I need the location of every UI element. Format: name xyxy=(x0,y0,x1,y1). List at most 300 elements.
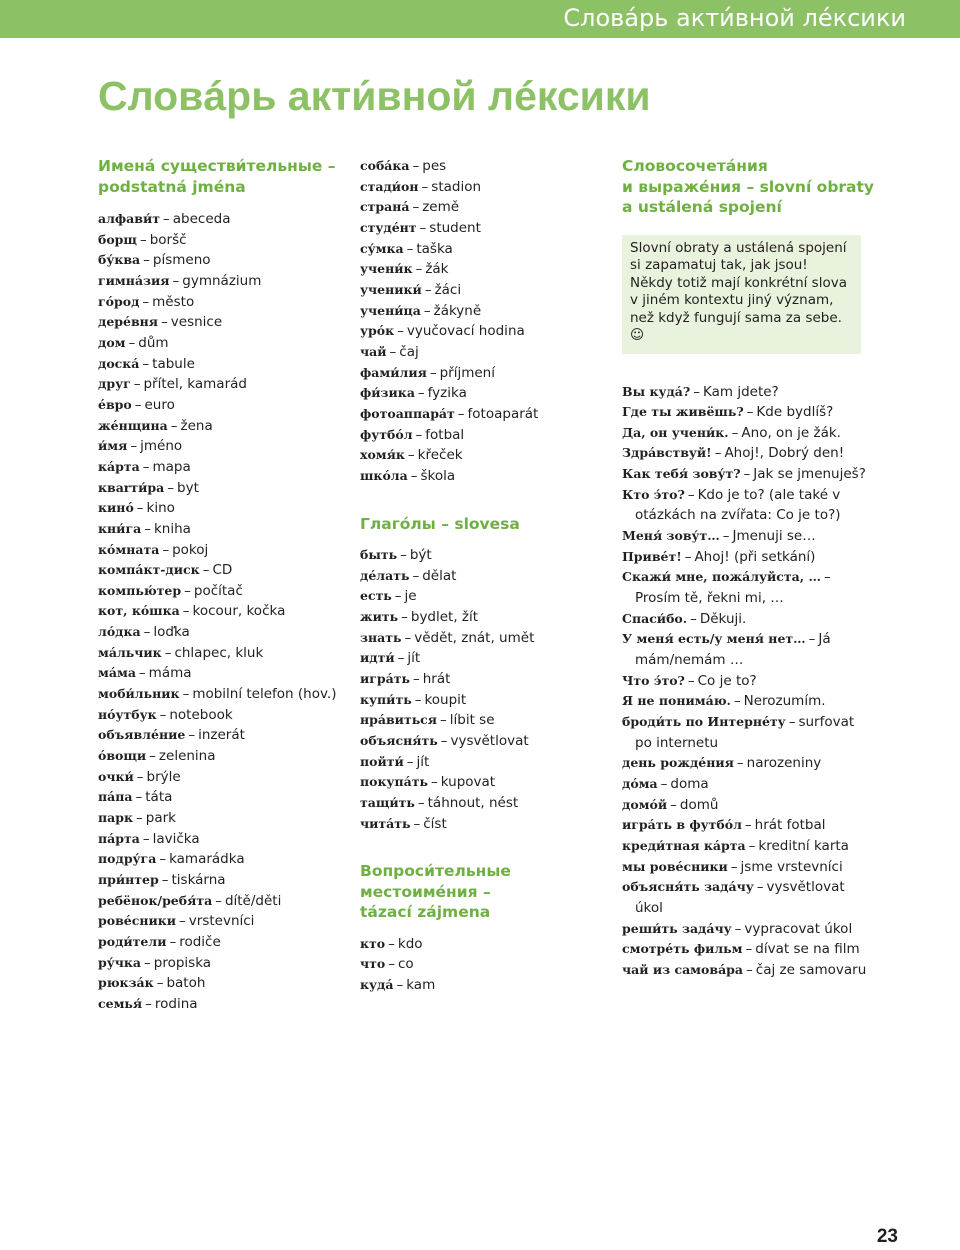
vocab-dash: – xyxy=(431,774,438,791)
vocab-czech: Jmenuji se… xyxy=(732,528,816,545)
vocab-russian: кудá xyxy=(360,977,394,992)
tip-text: Slovní obraty a ustálená spojení si zapamatuj tak, jak jsou! Někdy totiž mají konkrétní slova v jiném kontextu jiný význam, než když fungují sama za sebe. ☺ xyxy=(630,239,847,343)
vocab-entry xyxy=(360,690,610,711)
vocab-russian: роди́тели xyxy=(98,933,167,949)
vocab-russian: что xyxy=(360,956,386,972)
entry-list-nouns xyxy=(98,209,346,1015)
vocab-russian: Меня́ зову́т… xyxy=(622,528,720,544)
vocab-czech: kamarádka xyxy=(169,851,245,868)
vocab-entry xyxy=(98,292,346,313)
vocab-czech: Ahoj!, Dobrý den! xyxy=(724,445,845,462)
vocab-russian: моби́льник xyxy=(98,686,180,702)
vocab-dash: – xyxy=(144,520,151,537)
vocab-entry xyxy=(98,416,346,437)
vocab-czech: Jak se jmenuješ? xyxy=(753,466,866,483)
vocab-russian: хомя́к xyxy=(360,447,405,463)
vocab-entry xyxy=(360,669,610,690)
vocab-entry xyxy=(360,793,610,814)
vocab-czech: domů xyxy=(679,796,719,813)
vocab-entry xyxy=(98,767,346,788)
vocab-dash: – xyxy=(139,231,147,248)
vocab-entry xyxy=(98,663,346,684)
vocab-dash: – xyxy=(182,603,190,620)
vocab-entry xyxy=(98,333,346,354)
vocab-dash: – xyxy=(823,569,831,586)
vocab-dash: – xyxy=(172,272,180,289)
vocab-dash: – xyxy=(746,404,754,421)
vocab-entry xyxy=(622,526,872,547)
vocab-russian: компáкт-диск xyxy=(98,562,200,578)
vocab-dash: – xyxy=(142,355,150,372)
vocab-dash: – xyxy=(162,541,170,558)
vocab-russian: очки́ xyxy=(98,768,134,784)
vocab-dash: – xyxy=(397,650,405,667)
vocab-russian: мáма xyxy=(98,665,136,681)
vocab-russian: фотоаппарáт xyxy=(360,405,455,421)
vocab-dash: – xyxy=(133,376,141,393)
vocab-entry xyxy=(622,443,872,464)
vocab-entry xyxy=(622,402,872,423)
vocab-russian: кто xyxy=(360,935,386,951)
vocab-czech: rodina xyxy=(154,995,198,1012)
vocab-czech: Já mám/nemám … xyxy=(635,631,831,669)
vocab-russian: мы ровéсники xyxy=(622,858,728,874)
vocab-dash: – xyxy=(429,364,437,381)
vocab-czech: země xyxy=(422,199,460,216)
vocab-russian: кинó xyxy=(98,500,134,516)
vocab-dash: – xyxy=(404,629,412,646)
vocab-dash: – xyxy=(396,977,404,993)
vocab-czech: euro xyxy=(144,396,175,413)
header-bar xyxy=(0,0,960,38)
vocab-russian: ребёнок/ребя́та xyxy=(98,892,213,908)
vocab-entry xyxy=(360,445,610,466)
entry-list-nouns-continued xyxy=(360,156,610,487)
entry-list-phrases xyxy=(622,382,872,981)
vocab-russian: Кто э́то? xyxy=(622,486,685,502)
vocab-entry xyxy=(98,746,346,767)
vocab-entry xyxy=(360,280,610,301)
vocab-entry xyxy=(360,239,610,260)
header-title: Словáрь акти́вной лéксики xyxy=(563,4,906,32)
vocab-entry xyxy=(98,312,346,333)
vocab-czech: vysvětlovat xyxy=(450,732,529,749)
vocab-russian: рюкзáк xyxy=(98,975,154,991)
vocab-dash: – xyxy=(693,383,700,400)
vocab-russian: мáльчик xyxy=(98,644,162,660)
vocab-russian: ученики́ xyxy=(360,281,422,297)
vocab-dash: – xyxy=(746,961,753,978)
vocab-entry xyxy=(360,772,610,793)
vocab-entry xyxy=(98,540,346,561)
vocab-russian: креди́тная кáрта xyxy=(622,837,746,853)
vocab-entry xyxy=(360,975,610,996)
vocab-russian: подру́га xyxy=(98,851,157,867)
vocab-czech: Kde bydlíš? xyxy=(756,404,834,421)
vocab-russian: éвро xyxy=(98,396,132,412)
vocab-dash: – xyxy=(440,712,447,729)
vocab-czech: co xyxy=(397,956,414,973)
vocab-russian: домóй xyxy=(622,796,668,812)
vocab-czech: hrát fotbal xyxy=(754,817,826,834)
vocab-dash: – xyxy=(388,935,395,952)
vocab-entry xyxy=(360,628,610,649)
vocab-russian: Спаси́бо. xyxy=(622,610,688,626)
vocab-dash: – xyxy=(142,458,150,475)
vocab-czech: chlapec, kluk xyxy=(174,644,264,661)
vocab-entry xyxy=(98,829,346,850)
vocab-entry xyxy=(360,259,610,280)
vocab-czech: vesnice xyxy=(170,314,223,331)
vocab-russian: ровéсники xyxy=(98,913,177,929)
vocab-russian: нрáвиться xyxy=(360,712,438,728)
vocab-czech: jsme vrstevníci xyxy=(740,858,843,875)
vocab-entry xyxy=(360,156,610,177)
vocab-entry xyxy=(622,423,872,444)
vocab-russian: объясня́ть задáчу xyxy=(622,879,754,895)
vocab-dash: – xyxy=(164,644,172,661)
vocab-czech: vědět, znát, umět xyxy=(414,629,535,646)
vocab-czech: stadion xyxy=(431,178,482,195)
vocab-russian: квarти́ра xyxy=(98,479,165,495)
vocab-dash: – xyxy=(156,975,164,992)
vocab-dash: – xyxy=(161,872,169,888)
vocab-russian: Как тебя́ зову́т? xyxy=(622,466,741,482)
vocab-czech: Děkuji. xyxy=(699,610,747,627)
vocab-dash: – xyxy=(215,892,222,909)
vocab-dash: – xyxy=(406,753,414,770)
vocab-entry xyxy=(360,586,610,607)
vocab-entry xyxy=(360,321,610,342)
vocab-russian: тащи́ть xyxy=(360,794,415,810)
vocab-russian: Вы кудá? xyxy=(622,383,691,399)
vocab-czech: dělat xyxy=(422,567,457,584)
vocab-czech: Prosím tě, řekni mi, … xyxy=(635,590,784,607)
vocab-czech: žena xyxy=(180,417,213,434)
vocab-dash: – xyxy=(733,693,741,710)
vocab-entry xyxy=(98,374,346,395)
vocab-czech: jméno xyxy=(140,438,183,455)
vocab-czech: kniha xyxy=(153,520,191,537)
vocab-czech: bydlet, žít xyxy=(410,608,479,625)
vocab-entry xyxy=(622,547,872,568)
vocab-czech: jít xyxy=(407,650,421,667)
vocab-czech: propiska xyxy=(153,954,212,971)
vocab-dash: – xyxy=(136,810,143,827)
column-nouns xyxy=(98,156,346,1015)
vocab-dash: – xyxy=(145,995,152,1012)
vocab-russian: студéнт xyxy=(360,219,417,235)
vocab-dash: – xyxy=(415,426,423,443)
vocab-dash: – xyxy=(421,178,429,195)
vocab-czech: příjmení xyxy=(439,364,495,381)
column-phrases xyxy=(622,156,875,981)
vocab-czech: student xyxy=(429,219,481,236)
vocab-dash: – xyxy=(406,240,414,257)
vocab-russian: и́мя xyxy=(98,438,128,454)
vocab-russian: Где ты живёшь? xyxy=(622,404,744,420)
vocab-entry xyxy=(98,209,346,230)
vocab-russian: день рождéния xyxy=(622,755,734,771)
vocab-dash: – xyxy=(412,567,420,584)
vocab-russian: смотрéть фильм xyxy=(622,941,743,957)
vocab-russian: купи́ть xyxy=(360,691,412,707)
vocab-dash: – xyxy=(424,281,432,298)
vocab-czech: křeček xyxy=(417,447,463,464)
vocab-dash: – xyxy=(143,252,150,269)
vocab-entry xyxy=(360,731,610,752)
vocab-czech: táhnout, nést xyxy=(427,794,519,811)
vocab-entry xyxy=(360,404,610,425)
vocab-czech: dům xyxy=(138,334,169,351)
vocab-russian: объявлéние xyxy=(98,727,186,743)
vocab-entry xyxy=(98,436,346,457)
vocab-entry xyxy=(360,342,610,363)
vocab-russian: есть xyxy=(360,588,392,604)
vocab-dash: – xyxy=(188,727,196,744)
vocab-entry xyxy=(622,464,872,485)
vocab-dash: – xyxy=(138,665,146,682)
vocab-dash: – xyxy=(722,528,730,545)
vocab-czech: brýle xyxy=(146,768,181,785)
vocab-russian: кáрта xyxy=(98,458,140,474)
vocab-czech: doma xyxy=(670,775,709,792)
vocab-czech: mobilní telefon (hov.) xyxy=(192,686,337,703)
vocab-entry xyxy=(622,609,872,630)
vocab-czech: čaj ze samovaru xyxy=(755,961,867,978)
vocab-dash: – xyxy=(407,447,415,464)
vocab-dash: – xyxy=(660,775,668,792)
vocab-entry xyxy=(360,363,610,384)
vocab-dash: – xyxy=(736,755,744,772)
vocab-entry xyxy=(360,934,610,955)
vocab-russian: знать xyxy=(360,629,402,645)
vocab-czech: abeceda xyxy=(172,211,231,227)
vocab-russian: фи́зика xyxy=(360,385,415,401)
vocab-entry xyxy=(360,814,610,835)
vocab-dash: – xyxy=(714,445,722,462)
vocab-czech: CD xyxy=(212,562,233,579)
vocab-dash: – xyxy=(389,343,397,360)
vocab-czech: písmeno xyxy=(152,252,211,269)
vocab-entry xyxy=(622,939,872,960)
vocab-russian: урóк xyxy=(360,323,395,339)
vocab-dash: – xyxy=(130,438,138,455)
vocab-czech: pokoj xyxy=(172,541,209,558)
vocab-russian: кни́га xyxy=(98,520,142,536)
vocab-russian: друг xyxy=(98,376,131,392)
vocab-czech: zelenina xyxy=(158,748,216,765)
vocab-entry xyxy=(98,643,346,664)
vocab-czech: čaj xyxy=(399,343,419,360)
vocab-czech: je xyxy=(404,588,417,605)
vocab-dash: – xyxy=(413,815,421,832)
vocab-entry xyxy=(98,973,346,994)
vocab-czech: být xyxy=(409,547,432,563)
vocab-entry xyxy=(622,774,872,795)
vocab-dash: – xyxy=(743,466,751,483)
vocab-russian: дéлать xyxy=(360,567,410,583)
vocab-czech: surfovat po internetu xyxy=(635,714,855,751)
vocab-entry xyxy=(622,877,872,918)
vocab-russian: игрáть в футбóл xyxy=(622,817,742,833)
vocab-russian: Я не понимáю. xyxy=(622,693,731,709)
vocab-dash: – xyxy=(142,830,150,847)
vocab-czech: batoh xyxy=(166,975,206,992)
vocab-entry xyxy=(622,567,872,608)
vocab-dash: – xyxy=(413,670,420,687)
vocab-russian: гимнáзия xyxy=(98,272,170,288)
section-heading-phrases: Словосочетáния и выражéния – slovní obraty a ustálená spojení xyxy=(622,157,875,216)
vocab-entry xyxy=(622,671,872,692)
vocab-czech: kocour, kočka xyxy=(192,603,286,620)
vocab-entry xyxy=(360,648,610,669)
vocab-czech: park xyxy=(145,810,176,827)
vocab-czech: kam xyxy=(406,977,436,993)
vocab-czech: notebook xyxy=(169,706,233,723)
vocab-entry xyxy=(622,960,872,981)
vocab-czech: vysvětlovat úkol xyxy=(635,879,845,916)
vocab-entry xyxy=(622,712,872,753)
vocab-czech: byt xyxy=(177,479,199,496)
vocab-czech: kupovat xyxy=(440,774,496,791)
vocab-russian: объясня́ть xyxy=(360,732,438,748)
vocab-dash: – xyxy=(756,879,764,896)
vocab-dash: – xyxy=(687,672,695,689)
section-heading-verbs: Глагóлы – slovesa xyxy=(360,514,520,533)
vocab-czech: vrstevníci xyxy=(188,913,255,930)
vocab-entry xyxy=(622,629,872,670)
vocab-czech: Ano, on je žák. xyxy=(741,424,841,441)
vocab-czech: dívat se na film xyxy=(755,941,860,958)
vocab-russian: футбóл xyxy=(360,426,413,442)
vocab-czech: táta xyxy=(145,789,173,806)
vocab-czech: narozeniny xyxy=(746,755,822,772)
vocab-czech: inzerát xyxy=(198,727,245,744)
vocab-entry xyxy=(98,519,346,540)
vocab-czech: kino xyxy=(146,500,175,517)
vocab-czech: žák xyxy=(425,261,449,278)
vocab-czech: vypracovat úkol xyxy=(744,920,853,937)
vocab-dash: – xyxy=(161,314,168,331)
vocab-dash: – xyxy=(808,631,816,648)
vocab-russian: Что э́то? xyxy=(622,672,685,688)
vocab-russian: бу́ква xyxy=(98,252,141,268)
vocab-entry xyxy=(98,932,346,953)
vocab-dash: – xyxy=(394,588,402,605)
vocab-dash: – xyxy=(128,334,136,351)
vocab-czech: kdo xyxy=(397,935,423,952)
vocab-dash: – xyxy=(412,199,420,216)
vocab-russian: пáпа xyxy=(98,789,133,805)
vocab-russian: дом xyxy=(98,334,126,350)
section-heading-pronouns: Вопроси́тельные местоимéния – tázací zájmena xyxy=(360,862,511,922)
vocab-dash: – xyxy=(687,486,695,503)
vocab-dash: – xyxy=(440,732,448,749)
entry-list-verbs xyxy=(360,545,610,834)
vocab-czech: fyzika xyxy=(427,385,467,402)
vocab-czech: fotoaparát xyxy=(467,405,539,422)
vocab-russian: Да, он учени́к. xyxy=(622,424,729,440)
vocab-entry xyxy=(98,457,346,478)
vocab-entry xyxy=(98,870,346,891)
vocab-entry xyxy=(98,808,346,829)
vocab-dash: – xyxy=(417,385,425,402)
vocab-czech: Kdo je to? (ale také v otázkách na zvířata: Co je to?) xyxy=(635,486,841,524)
vocab-czech: Ahoj! (při setkání) xyxy=(694,548,816,565)
vocab-dash: – xyxy=(144,954,151,971)
vocab-czech: škola xyxy=(420,467,456,484)
vocab-entry xyxy=(360,177,610,198)
page-title: Словáрь акти́вной лéксики xyxy=(98,73,651,119)
vocab-russian: алфави́т xyxy=(98,211,160,226)
vocab-russian: чай из самовáра xyxy=(622,961,744,977)
vocab-entry xyxy=(98,953,346,974)
vocab-russian: Привéт! xyxy=(622,548,682,564)
vocab-entry xyxy=(98,395,346,416)
vocab-russian: жить xyxy=(360,608,399,624)
vocab-entry xyxy=(360,383,610,404)
vocab-russian: ру́чка xyxy=(98,954,142,970)
vocab-czech: tiskárna xyxy=(171,872,226,888)
vocab-dash: – xyxy=(730,858,738,875)
vocab-russian: шкóла xyxy=(360,467,408,483)
vocab-czech: taška xyxy=(416,240,453,257)
vocab-entry xyxy=(98,725,346,746)
vocab-entry xyxy=(622,691,872,712)
vocab-dash: – xyxy=(136,768,144,785)
vocab-entry xyxy=(622,919,872,940)
vocab-entry xyxy=(622,753,872,774)
vocab-russian: броди́ть по Интернéту xyxy=(622,714,786,729)
vocab-czech: hrát xyxy=(422,670,451,687)
vocab-dash: – xyxy=(142,293,150,310)
vocab-russian: доскá xyxy=(98,355,140,371)
vocab-czech: Nerozumím. xyxy=(743,693,826,710)
vocab-entry xyxy=(360,425,610,446)
vocab-russian: учени́к xyxy=(360,261,413,277)
page-number: 23 xyxy=(876,1226,898,1247)
vocab-dash: – xyxy=(167,479,175,496)
vocab-entry xyxy=(98,787,346,808)
vocab-russian: учени́ца xyxy=(360,302,421,318)
vocab-russian: борщ xyxy=(98,231,137,247)
vocab-czech: pes xyxy=(422,158,447,174)
vocab-dash: – xyxy=(731,424,739,441)
vocab-dash: – xyxy=(734,920,742,937)
vocab-dash: – xyxy=(163,211,170,227)
vocab-russian: Здрáвствуй! xyxy=(622,445,712,461)
vocab-russian: Скажи́ мне, пожáлуйста, … xyxy=(622,569,821,585)
vocab-russian: дóма xyxy=(622,775,658,791)
vocab-russian: игрáть xyxy=(360,670,410,686)
vocab-entry xyxy=(98,622,346,643)
vocab-russian: жéнщина xyxy=(98,417,168,433)
vocab-dash: – xyxy=(788,714,796,730)
vocab-russian: компью́тер xyxy=(98,582,182,598)
vocab-entry xyxy=(360,566,610,587)
vocab-dash: – xyxy=(417,794,425,811)
vocab-entry xyxy=(622,795,872,816)
vocab-entry xyxy=(622,382,872,403)
vocab-dash: – xyxy=(401,608,408,625)
vocab-czech: Co je to? xyxy=(697,672,757,689)
vocab-entry xyxy=(98,705,346,726)
vocab-entry xyxy=(98,601,346,622)
vocab-dash: – xyxy=(400,547,407,563)
vocab-entry xyxy=(98,849,346,870)
vocab-dash: – xyxy=(143,624,151,641)
